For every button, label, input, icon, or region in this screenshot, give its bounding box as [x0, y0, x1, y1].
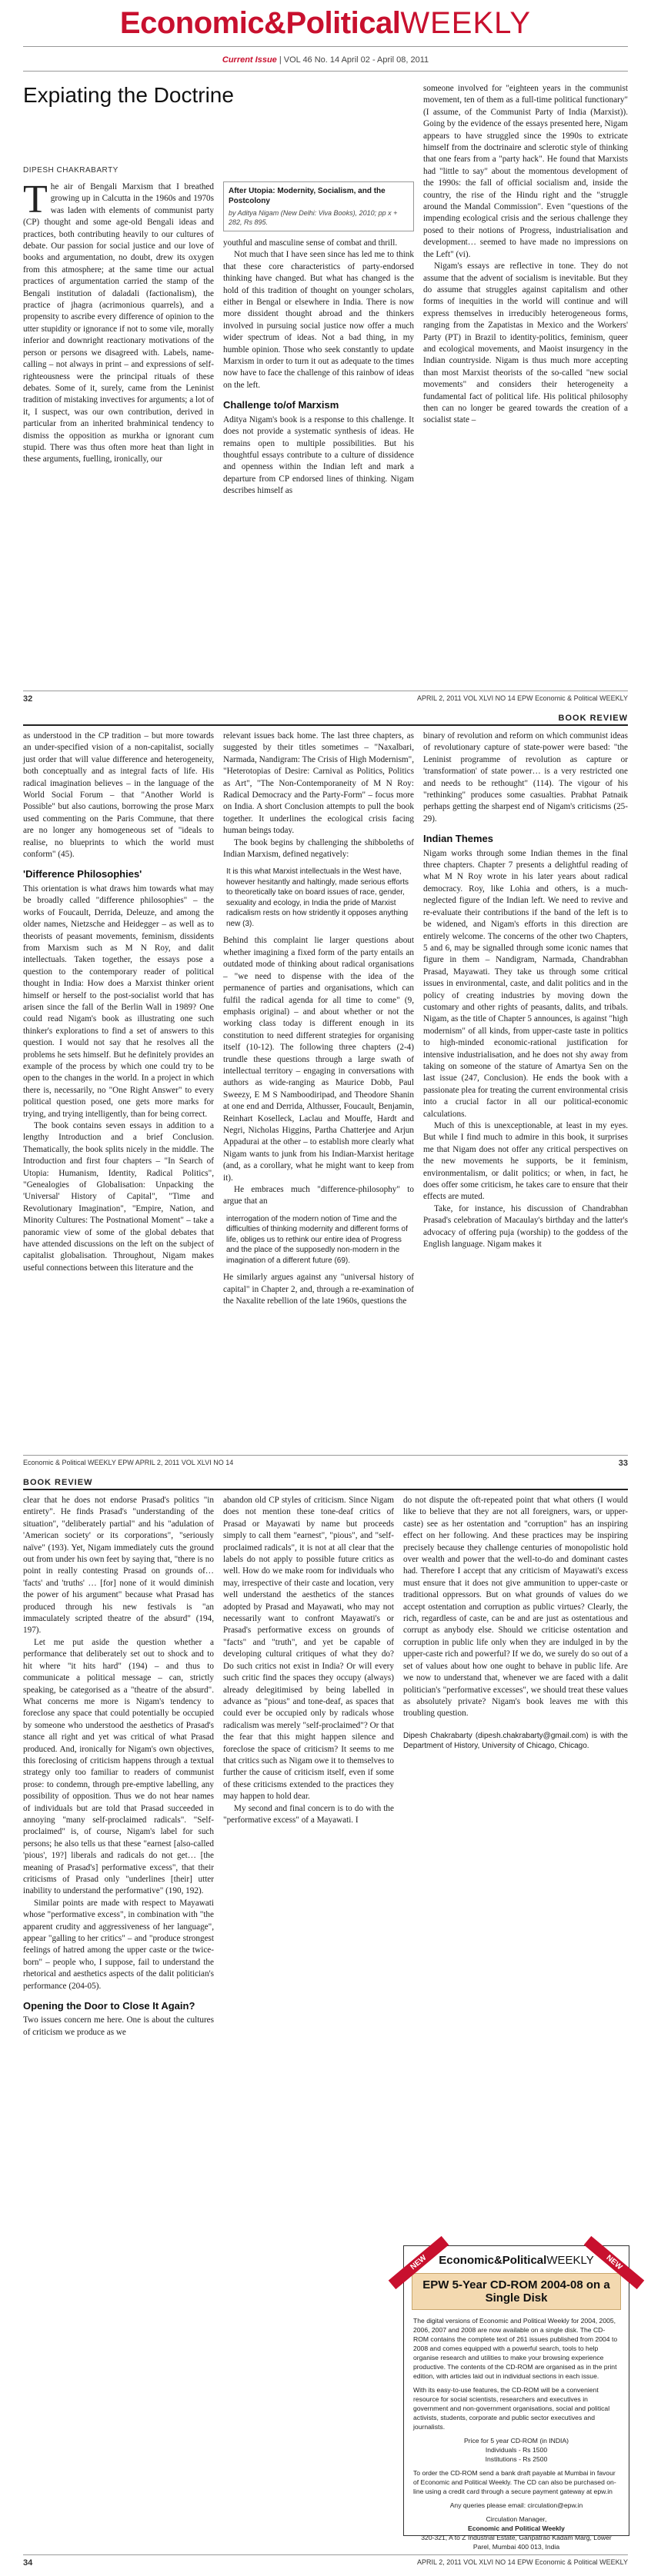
paragraph: My second and final concern is to do with the "performative excess" of a Mayawati. I: [223, 1803, 394, 1825]
author-note: Dipesh Chakrabarty (dipesh.chakrabarty@gmail.com) is with the Department of History, University of Chicago, Chicago.: [403, 1731, 628, 1750]
paragraph: binary of revolution and reform on which communist ideas of revolutionary capture of state-power were based: "the Leninist programme of revolution as capture or 'transformation' of state power… is a very restricted one and needs to be rethought" (114). The vigour of his "rethinking" produces some casualties. Prabhat Patnaik perhaps getting the sharpest end of Nigam's criticisms (25-29).: [423, 731, 628, 824]
cdrom-advertisement: [403, 2245, 629, 2551]
p34-col3: [403, 1495, 628, 2233]
footer-issue-info: APRIL 2, 2011 VOL XLVI NO 14 EPW Economic & Political WEEKLY: [417, 694, 628, 702]
ad-body: [413, 2316, 619, 2510]
footer-issue-info: APRIL 2, 2011 VOL XLVI NO 14 EPW Economic & Political WEEKLY: [417, 2558, 628, 2566]
journal-title-weekly: WEEKLY: [400, 6, 532, 40]
journal-title: [0, 6, 651, 41]
section-heading: Opening the Door to Close It Again?: [23, 2000, 195, 2012]
footer-issue-info: Economic & Political WEEKLY EPW APRIL 2, 2011 VOL XLVI NO 14: [23, 1459, 234, 1466]
new-badge-right: NEW: [584, 2236, 645, 2289]
paragraph: Nigam's essays are reflective in tone. They do not assume that the advent of socialism is inevitable. But they do assume that struggles against capitalism and other forms of inequities in the world will continue and will express themselves in irreducibly heterogeneous forms, ranging from the Zapatistas in Mexico and the Workers' Party (PT) in Brazil to identity-politics, feminism, queer and ecological movements, and Maoist insurgency in the Indian countryside. Nigam is thus much more accepting than most Marxist theorists of the so-called "new social movements" and considers their heterogeneity a fundamental fact of political life. His political philosophy then can no longer be geared towards the creation of a socialist state –: [423, 261, 628, 425]
ad-address-line: Circulation Manager,: [486, 2515, 547, 2523]
section-label-book-review: BOOK REVIEW: [23, 1478, 628, 1490]
section-heading: Challenge to/of Marxism: [223, 399, 339, 411]
ad-price-individuals: Individuals - Rs 1500: [485, 2446, 548, 2454]
paragraph: someone involved for "eighteen years in the communist movement, ten of them as a full-time political functionary" (I assume, of the Communist Party of India (Marxist)). Going by the evidence of the essays presented here, Nigam appears to have struggled since the 1990s to extricate himself from the doctrinaire and sclerotic style of thinking that one fears from a "party hack". He found that Marxists had "little to say" about the momentous development of the 1990s: the fall of official socialism and, inside the country, the rise of the Hindu right and the "struggle around the Mandal Commission". Even "questions of the impending ecological crisis and the serious challenge they posed to their notions of Progress, industrialisation and development… seemed to have made no impressions on the Left" (vi).: [423, 84, 628, 259]
ad-paragraph: With its easy-to-use features, the CD-ROM will be a convenient resource for social scientists, researchers and executives in government and non-government organisations, social and political activists, students, corporate and public sector executives and journalists.: [413, 2386, 610, 2431]
issue-info: VOL 46 No. 14 April 02 - April 08, 2011: [283, 55, 429, 65]
p33-col2: [223, 731, 414, 1446]
ad-order-info: To order the CD-ROM send a bank draft payable at Mumbai in favour of Economic and Political Weekly. The CD can also be purchased on-line using a credit card through a secure payment gateway at epw.in: [413, 2469, 616, 2495]
page-number: 32: [23, 694, 33, 704]
masthead-rule-bottom: [23, 71, 628, 72]
ad-logo: [404, 2254, 629, 2267]
paragraph: relevant issues back home. The last three chapters, as suggested by their titles sometimes – "Naxalbari, Narmada, Nandigram: The Crisis of High Modernism", "Heterotopias of Desire: Carnival as Politics, Politics as Art", "The Non-Contemporaneity of M N Roy: Radical Democracy and the Party-Form" – focus more on India. A short Conclusion attempts to pull the book together. It underlines the ecological crisis facing human beings today.: [223, 731, 414, 836]
current-issue-link[interactable]: Current Issue: [222, 55, 277, 65]
page-footer-32: [23, 691, 628, 706]
p34-col1: [23, 1495, 214, 2548]
section-heading: Indian Themes: [423, 833, 494, 845]
journal-title-bold: Economic&Political: [119, 6, 401, 40]
ad-address-line: Economic and Political Weekly: [468, 2524, 565, 2532]
paragraph: Behind this complaint lie larger questions about whether imagining a fixed form of the party entails an outdated mode of thinking about radical organisations – "we need to dispense with the idea of the permanence of parties and organisations, which can fulfil the radical agenda for all time to come" (9, emphasis original) – and about whether or not the working class today is different enough in its constitution to need different strategies for organising itself (10-12). The following three chapters (2-4) trundle these questions through a large swath of intellectual territory – engaging in conversations with authors as wide-ranging as Maurice Dobb, Paul Sweezy, E M S Namboodiripad, and Theodore Shanin at one end and Derrida, Althusser, Foucault, Benjamin, Reinhart Koselleck, Laclau and Mouffe, Hardt and Negri, Nicholas Higgins, Partha Chatterjee and Arjun Appadurai at the other – to establish more clearly what Nigam wants to junk from his Indian-Marxist heritage (and, as a corollary, what he might want to keep from it).: [223, 936, 414, 1183]
paragraph: Two issues concern me here. One is about the cultures of criticism we produce as we: [23, 2015, 214, 2037]
ad-headline: EPW 5-Year CD-ROM 2004-08 on a Single Disk: [412, 2273, 621, 2310]
paragraph: The book contains seven essays in addition to a lengthy Introduction and a brief Conclusion. Thematically, the book splits nicely in the middle. The Introduction and first four chapters – "In Search of Utopia: Humanism, Identity, Radical Politics", "Genealogies of Globalisation: Unpacking the 'Universal' History of Capital", "Time and Revolutionary Imagination", "Empire, Nation, and Minority Cultures: The Postnational Moment" – take a panoramic view of some of the global debates that have attended discussions on the left on the subject of capitalist globalisation. Throughout, Nigam makes useful connections between this literature and the: [23, 1121, 214, 1273]
paragraph: do not dispute the oft-repeated point that what others (I would like to believe that they are not all foreigners, wars, or upper-caste) see as her ostentation and "corruption" has an inspiring effect on her following. And these practices may be inspiring precisely because they challenge centuries of monopolistic hold over wealth and power that the well-to-do and dominant castes had. Therefore I accept that any criticism of Mayawati's excess must ensure that it does not give ammunition to upper-caste or traditional oppressors. But on what grounds of values do we accept ostentation and corruption as public virtues? Clearly, the rich, regardless of caste, can be and are just as ostentatious and corrupt as anybody else. Should we criticise ostentation and corruption in public life only when they are indulged in by the upper-caste rich and powerful? If we do, we surely do so out of a set of values about how one ought to behave in public life. Are we now to understand that, whenever we are faced with a dalit politician's "performative excesses", we should treat these values as absolutely private? Nigam's book leaves me with this troubling question.: [403, 1496, 628, 1719]
ad-price-heading: Price for 5 year CD-ROM (in INDIA): [463, 2437, 569, 2445]
paragraph: This orientation is what draws him towards what may be broadly called "difference philosophies" – the works of Foucault, Derrida, Deleuze, and among the older names, Nietzsche and Heidegger – as well as to theorists of peasant movements, feminism, dissidents from Marxism such as M N Roy, and dalit intellectuals. Taken together, the essays pose a question to the contemporary reader of political thought in India: How does a Marxist thinker orient himself or herself to the post-socialist world that has arisen since the fall of the Berlin Wall in 1989? One could read Nigam's book as illustrating one such thinker's explorations to find a set of answers to this question. I would not say that he resolves all the problems he sets himself. But he definitely provides an example of the process by which one could try to be open to the changes in the world. In a project in which there is, necessarily, no "One Right Answer" to every political question posed, one gets more marks for trying, and trying intelligently, than for being correct.: [23, 884, 214, 1119]
page-footer-34: [23, 2554, 628, 2570]
paragraph: Not much that I have seen since has led me to think that these core characteristics of party-endorsed thinking have changed. But what has changed is the hold of this tradition of thought on younger scholars, either in Bengal or elsewhere in India. There is now more dissident thought abroad and the thinkers involved in pursuing social justice now offer a much wider spectrum of ideas. Not a bad thing, in my humble opinion. Those who seek constantly to update Marxism in order to turn it out as adequate to the times now have to face the challenge of this rainbow of ideas on the left.: [223, 250, 414, 390]
section-heading: 'Difference Philosophies': [23, 868, 142, 880]
p33-col1: [23, 731, 214, 1446]
new-badge-left: NEW: [389, 2236, 449, 2289]
paragraph: Aditya Nigam's book is a response to this challenge. It does not provide a systematic synthesis of ideas. He remains open to multiple possibilities. But his thoughtful essays contribute to a culture of dissidence and openness within the Indian left and mark a departure from CP endorsed lines of thinking. Nigam describes himself as: [223, 414, 414, 496]
ad-price-institutions: Institutions - Rs 2500: [485, 2455, 548, 2463]
paragraph: [23, 178, 214, 466]
ad-paragraph: The digital versions of Economic and Political Weekly for 2004, 2005, 2006, 2007 and 2008 are now available on a single disk. The CD-ROM contains the complete text of 261 issues published from 2004 to 2008 and comes equipped with a powerful search, tools to help organise research and utilities to make your browsing experience productive. The contents of the CD-ROM are organised as in the print edition, with articles laid out in individual sections in each issue.: [413, 2317, 618, 2380]
page-number: 33: [618, 1459, 628, 1468]
ad-logo-bold: Economic&Political: [439, 2254, 547, 2267]
p33-col3: [423, 731, 628, 1446]
paragraph: abandon old CP styles of criticism. Since Nigam does not mention these tone-deaf critics of Prasad or Mayawati by name but proceeds simply to call them "earnest", "pious", and "self-proclaimed radicals", it is not at all clear that the labels do not apply to possible future critics as well. How do we make room for individuals who may, irrespective of their caste and location, very well understand the aesthetics of the stances adopted by Prasad and Mayawati, who may not necessarily want to confront Mayawati's or Prasad's performative excess on grounds of "facts" and "truth", and yet be capable of developing cultural critiques of what they do? Do such critics not exist in India? Or will every such critic find the spaces they occupy (always) already delegitimised by being labelled in advance as "pious" and tone-deaf, as spaces that could ever be occupied only by radicals whose radicalism was merely "self-proclaimed"? Or that the fear that this might happen silence and foreclose the space of criticism? It seems to me that critics such as Nigam owe it to themselves to further the cause of criticism itself, even if some of these criticisms extended to the practices they may happen to hold dear.: [223, 1496, 394, 1802]
author-byline: DIPESH CHAKRABARTY: [23, 166, 119, 175]
paragraph: Let me put aside the question whether a performance that deliberately set out to shock and to hit where "it hits hard" (194) – and thus to communicate a political message – can, strictly speaking, be categorised as a "theatre of the absurd". What concerns me more is Nigam's tendency to foreclose any space that could potentially be occupied by someone who understood the aesthetics of Prasad's stance all right and yet was critical of what Prasad produced. And, ironically for Nigam's own objectives, this foreclosing of criticism happens through a textual strategy only too familiar to readers of communist prose: to condemn, through pre-emptive labelling, any possibility of opposition. Thus we do not hear names of individuals but are told that Prasad succeeded in annoying "many self-proclaimed radicals". "Self-proclaimed" is, of course, Nigam's label for such persons; he also tells us that these "earnest [also-called 'pious', 19?] liberals and radicals do not get… [the meaning of Prasad's] performative excess", that their criticisms of Prasad only "underlines [their] utter inability to understand the performative" (190, 192).: [23, 1637, 214, 1896]
paragraph: The book begins by challenging the shibboleths of Indian Marxism, defined negatively:: [223, 837, 414, 860]
paragraph: clear that he does not endorse Prasad's politics "in entirety". He finds Prasad's "understanding of the situation", "deliberately partial" and his "adulation of 'American society' or its corporations", "seriously naïve" (193). Yet, Nigam immediately cuts the ground out from under his own feet by saying that, "there is no point in really contesting Prasad on grounds of… 'facts' and 'truths' … [for] none of it would diminish the power of his argument" because what Prasad has produced through his new festivals is "an immaculately scripted theatre of the absurd" (194, 197).: [23, 1496, 214, 1636]
paragraph: Much of this is unexceptionable, at least in my eyes. But while I find much to admire in this book, it surprises me that Nigam does not offer any critical perspectives on the new movements he supports, be it feminism, environmentalism, or dalit politics; or when, in fact, he does offer some criticism, he takes care to ensure that their effects are muted.: [423, 1121, 628, 1202]
paragraph: He embraces much "difference-philosophy" to argue that an: [223, 1185, 414, 1206]
block-quote: interrogation of the modern notion of Time and the difficulties of thinking modernity and different forms of life, obliges us to rethink our entire idea of Progress and the place of the supposedly non-modern in the imagination of a different future (69).: [226, 1214, 408, 1265]
book-title: After Utopia: Modernity, Socialism, and the Postcolony: [229, 187, 386, 205]
p32-col1: [23, 178, 214, 684]
ad-address: [413, 2514, 619, 2551]
section-label-book-review: BOOK REVIEW: [23, 714, 628, 726]
ad-logo-weekly: WEEKLY: [546, 2254, 594, 2267]
page-number: 34: [23, 2558, 33, 2568]
block-quote: It is this what Marxist intellectuals in the West have, however hesitantly and haltingly, made serious efforts to theoretically take on board issues of race, gender, sexuality and ecology, in India the pride of Marxist radicalism rests on how stridently it opposes anything new (3).: [226, 867, 409, 928]
paragraph: Nigam works through some Indian themes in the final three chapters. Chapter 7 presents a delightful reading of what M N Roy wrote in his later years about radical democracy. Roy, like Lohia and others, is a much-neglected figure of the Indian left. We need to revive and re-evaluate their contributions if the band of the left is to be widened, and Nigam's efforts in this direction are entirely welcome. The concerns of the other two Chapters, 5 and 6, may be signalled through some iconic names that figure in them – Nandigram, Narmada, Chandrabhan Prasad, Mayawati. They take us through some critical issues in environmental, caste, and dalit politics and in the policy of creating industries by moving down the customary and other rights of peasants, dalits, and tribals. Nigam, as the title of Chapter 5 announces, is against "high modernism" of all kinds, from upper-caste taste in politics to high-minded economic-rational justification for intensive industrialisation, and he does not shy away from taking on someone of the stature of Amartya Sen on the last issue (247, Conclusion). He ends the book with a passionate plea for treating the current environmental crisis into a crucial factor in all our political-economic calculations.: [423, 848, 628, 1119]
page-footer-33: [23, 1455, 628, 1470]
book-details-box: [223, 181, 414, 231]
drop-cap: T: [23, 178, 48, 221]
p34-col2: [223, 1495, 394, 2548]
paragraph: as understood in the CP tradition – but more towards an under-specified vision of a non-capitalist, socially just order that will value difference and heterogeneity, both conceptually and as integral facts of life. His radical imagination believes – in the language of the World Social Forum – that "Another World is Possible" but also cautions, borrowing the prose Marx used commenting on the Paris Commune, that there are no longer any homogeneous set of "ideals to realise, no blueprints to which the world must conform" (45).: [23, 731, 214, 860]
paragraph-text: he air of Bengali Marxism that I breathed growing up in Calcutta in the 1960s and 1970s was laden with elements of communist party (CP) thought and some age-old Bengali ideas and practices, both contributing heavily to our cultures of debate. Our passion for social justice and our love of books and argumentation, no doubt, drew its oxygen from this atmosphere; at the same time our actual practices of argumentation carried the stamp of the Bengali institution of daladali (factionalism), the practice of jhagra (acrimonious quarrels), and a propensity to ascribe every difference of opinion to the utter stupidity or ignorance if not to some vile, morally inferior and downright reactionary motivations of the person or persons we disagreed with. Labels, name-calling – not always in print – and expressions of self-righteousness were the principal rituals of these debates. Some of it, surely, came from the Leninist tradition of mistaking invectives for arguments; a lot of it, I suspect, was our own contribution, derived in particular from an inherited brahminical tendency to dismiss the opposition as murkha or ignorant cum stupid. There was thus often more heat than light in these arguments, fuelling, ironically, our: [23, 182, 214, 464]
book-publication-details: by Aditya Nigam (New Delhi: Viva Books), 2010; pp x + 282, Rs 895.: [229, 209, 398, 226]
ad-email[interactable]: Any queries please email: circulation@epw.in: [449, 2501, 583, 2509]
article-title: Expiating the Doctrine: [23, 83, 234, 107]
ad-address-line: 320-321, A to Z Industrial Estate, Ganpatrao Kadam Marg, Lower Parel, Mumbai 400 013, India: [421, 2534, 612, 2551]
masthead-rule-top: [23, 46, 628, 47]
paragraph: Similar points are made with respect to Mayawati whose "performative excess", in combination with "the apparent crudity and aggressiveness of her language", appear "galling to her critics" – and "produce strongest feelings of hatred among the upper caste or the twice-born" – people who, I suppose, fail to understand the rhetorical and aesthetics aspects of the dalit politician's performance (204-05).: [23, 1898, 214, 1991]
p32-col2: [223, 181, 414, 684]
paragraph: Take, for instance, his discussion of Chandrabhan Prasad's celebration of Macaulay's birthday and the latter's advocacy of offering puja (worship) to the goddess of the English language. Nigam makes it: [423, 1203, 628, 1250]
paragraph: youthful and masculine sense of combat and thrill.: [223, 238, 398, 248]
paragraph: He similarly argues against any "universal history of capital" in Chapter 2, and, through a re-examination of the Naxalite rebellion of the late 1960s, questions the: [223, 1273, 414, 1306]
p32-col3: [423, 83, 628, 684]
issue-line: Current Issue | VOL 46 No. 14 April 02 - April 08, 2011: [222, 55, 429, 65]
